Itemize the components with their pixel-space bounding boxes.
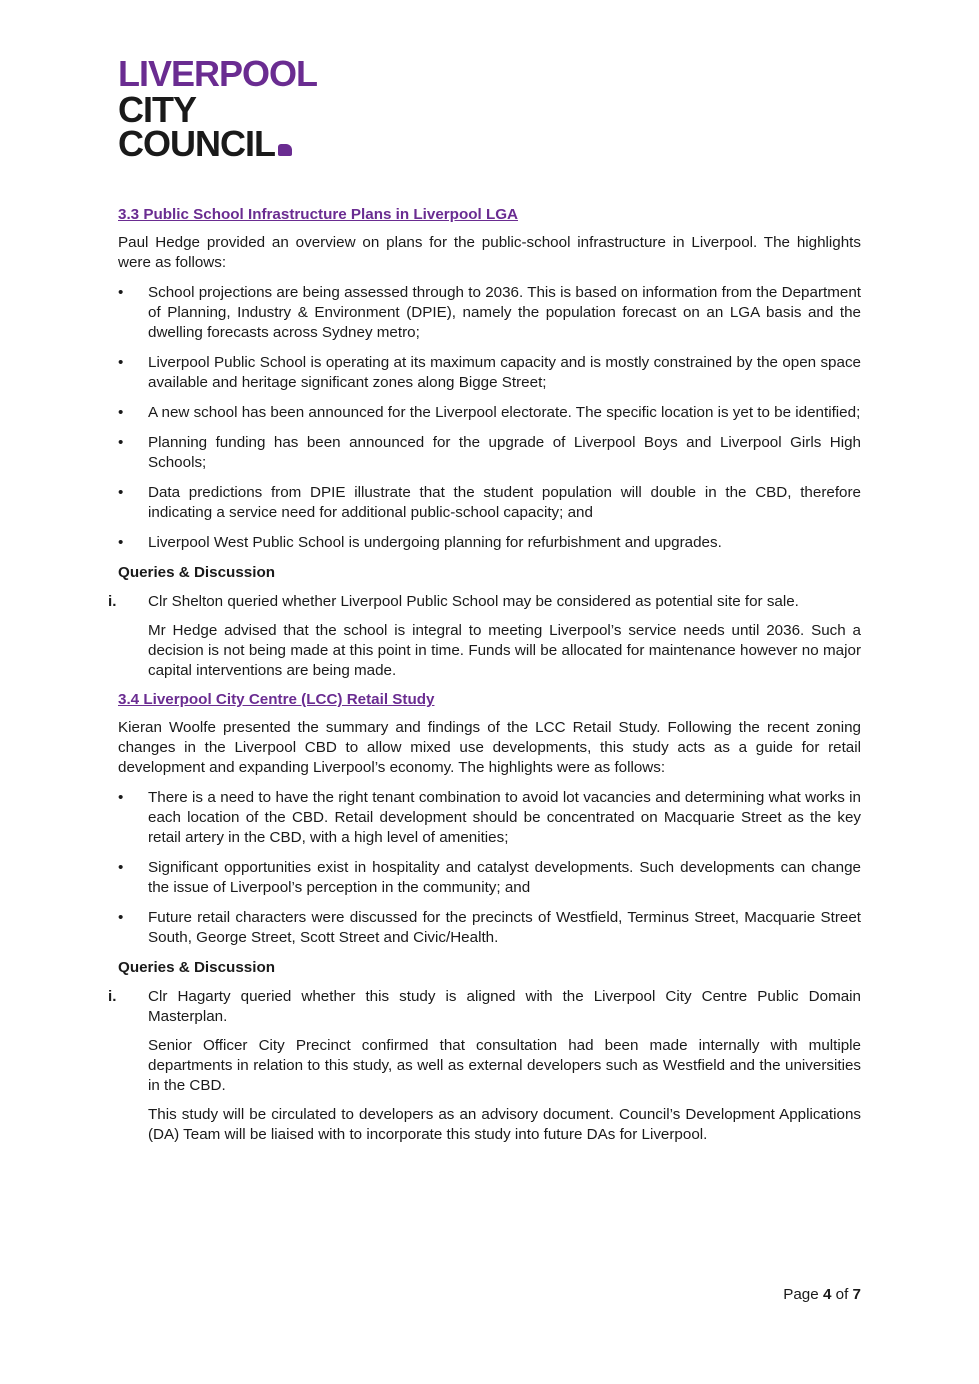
query-number: i.	[108, 988, 117, 1005]
council-logo	[118, 53, 318, 164]
section-heading-3-3: 3.3 Public School Infrastructure Plans in Liverpool LGA	[118, 206, 519, 223]
query-paragraph: Senior Officer City Precinct confirmed that consultation had been made internally with multiple departments in relation to this study, as well as external developers such as Westfield and the universities in the CBD.	[148, 1037, 861, 1094]
current-page: 4	[822, 1286, 832, 1303]
query-item	[108, 987, 861, 1145]
document-body	[108, 205, 861, 1154]
logo-line-3-text: COUNCIL	[118, 123, 275, 164]
query-number: i.	[108, 593, 117, 610]
section-heading-3-4: 3.4 Liverpool City Centre (LCC) Retail Study	[118, 691, 435, 708]
logo-mark-icon	[278, 144, 292, 156]
section-3-4-intro: Kieran Woolfe presented the summary and findings of the LCC Retail Study. Following the recent zoning changes in the Liverpool CBD to allow mixed use developments, this study acts as a guide for retail development and expanding Liverpool’s economy. The highlights were as follows:	[118, 719, 861, 776]
section-3-3-highlights	[118, 283, 861, 553]
of-label: of	[835, 1286, 849, 1303]
total-pages: 7	[852, 1286, 861, 1303]
page-number	[783, 1286, 861, 1303]
query-paragraph: Clr Shelton queried whether Liverpool Public School may be considered as potential site for sale.	[148, 593, 799, 610]
queries-discussion-heading: Queries & Discussion	[118, 959, 275, 976]
query-paragraph: Mr Hedge advised that the school is integral to meeting Liverpool’s service needs until 2036. Such a decision is not being made at this point in time. Funds will be allocated for maintenance however no major capital interventions are being made.	[148, 622, 861, 679]
queries-discussion-heading: Queries & Discussion	[118, 564, 275, 581]
list-item: • Significant opportunities exist in hospitality and catalyst developments. Such developments can change the issue of Liverpool’s perception in the community; and	[118, 858, 861, 898]
list-item: • There is a need to have the right tenant combination to avoid lot vacancies and determining what works in each location of the CBD. Retail development should be concentrated on Macquarie Street as the key retail artery in the CBD, with a high level of amenities;	[118, 788, 861, 848]
list-item: • School projections are being assessed through to 2036. This is based on information from the Department of Planning, Industry & Environment (DPIE), namely the population forecast on an LGA basis and the dwelling forecasts across Sydney metro;	[118, 283, 861, 343]
list-item: • A new school has been announced for the Liverpool electorate. The specific location is yet to be identified;	[118, 403, 861, 423]
page-label: Page	[783, 1286, 819, 1303]
list-item: • Liverpool West Public School is undergoing planning for refurbishment and upgrades.	[118, 533, 861, 553]
logo-line-3	[118, 123, 317, 164]
logo-line-2: CITY	[118, 89, 197, 130]
section-3-4-highlights	[118, 788, 861, 948]
list-item: • Liverpool Public School is operating at its maximum capacity and is mostly constrained by the open space available and heritage significant zones along Bigge Street;	[118, 353, 861, 393]
query-paragraph: Clr Hagarty queried whether this study is aligned with the Liverpool City Centre Public Domain Masterplan.	[148, 988, 861, 1025]
query-item	[108, 592, 861, 681]
section-3-3-intro: Paul Hedge provided an overview on plans for the public-school infrastructure in Liverpool. The highlights were as follows:	[118, 234, 861, 271]
list-item: • Future retail characters were discussed for the precincts of Westfield, Terminus Street, Macquarie Street South, George Street, Scott Street and Civic/Health.	[118, 908, 861, 948]
query-paragraph: This study will be circulated to developers as an advisory document. Council’s Development Applications (DA) Team will be liaised with to incorporate this study into future DAs for Liverpool.	[148, 1106, 861, 1143]
list-item: • Planning funding has been announced for the upgrade of Liverpool Boys and Liverpool Girls High Schools;	[118, 433, 861, 473]
list-item: • Data predictions from DPIE illustrate that the student population will double in the CBD, therefore indicating a service need for additional public-school capacity; and	[118, 483, 861, 523]
logo-line-1: LIVERPOOL	[118, 53, 318, 94]
